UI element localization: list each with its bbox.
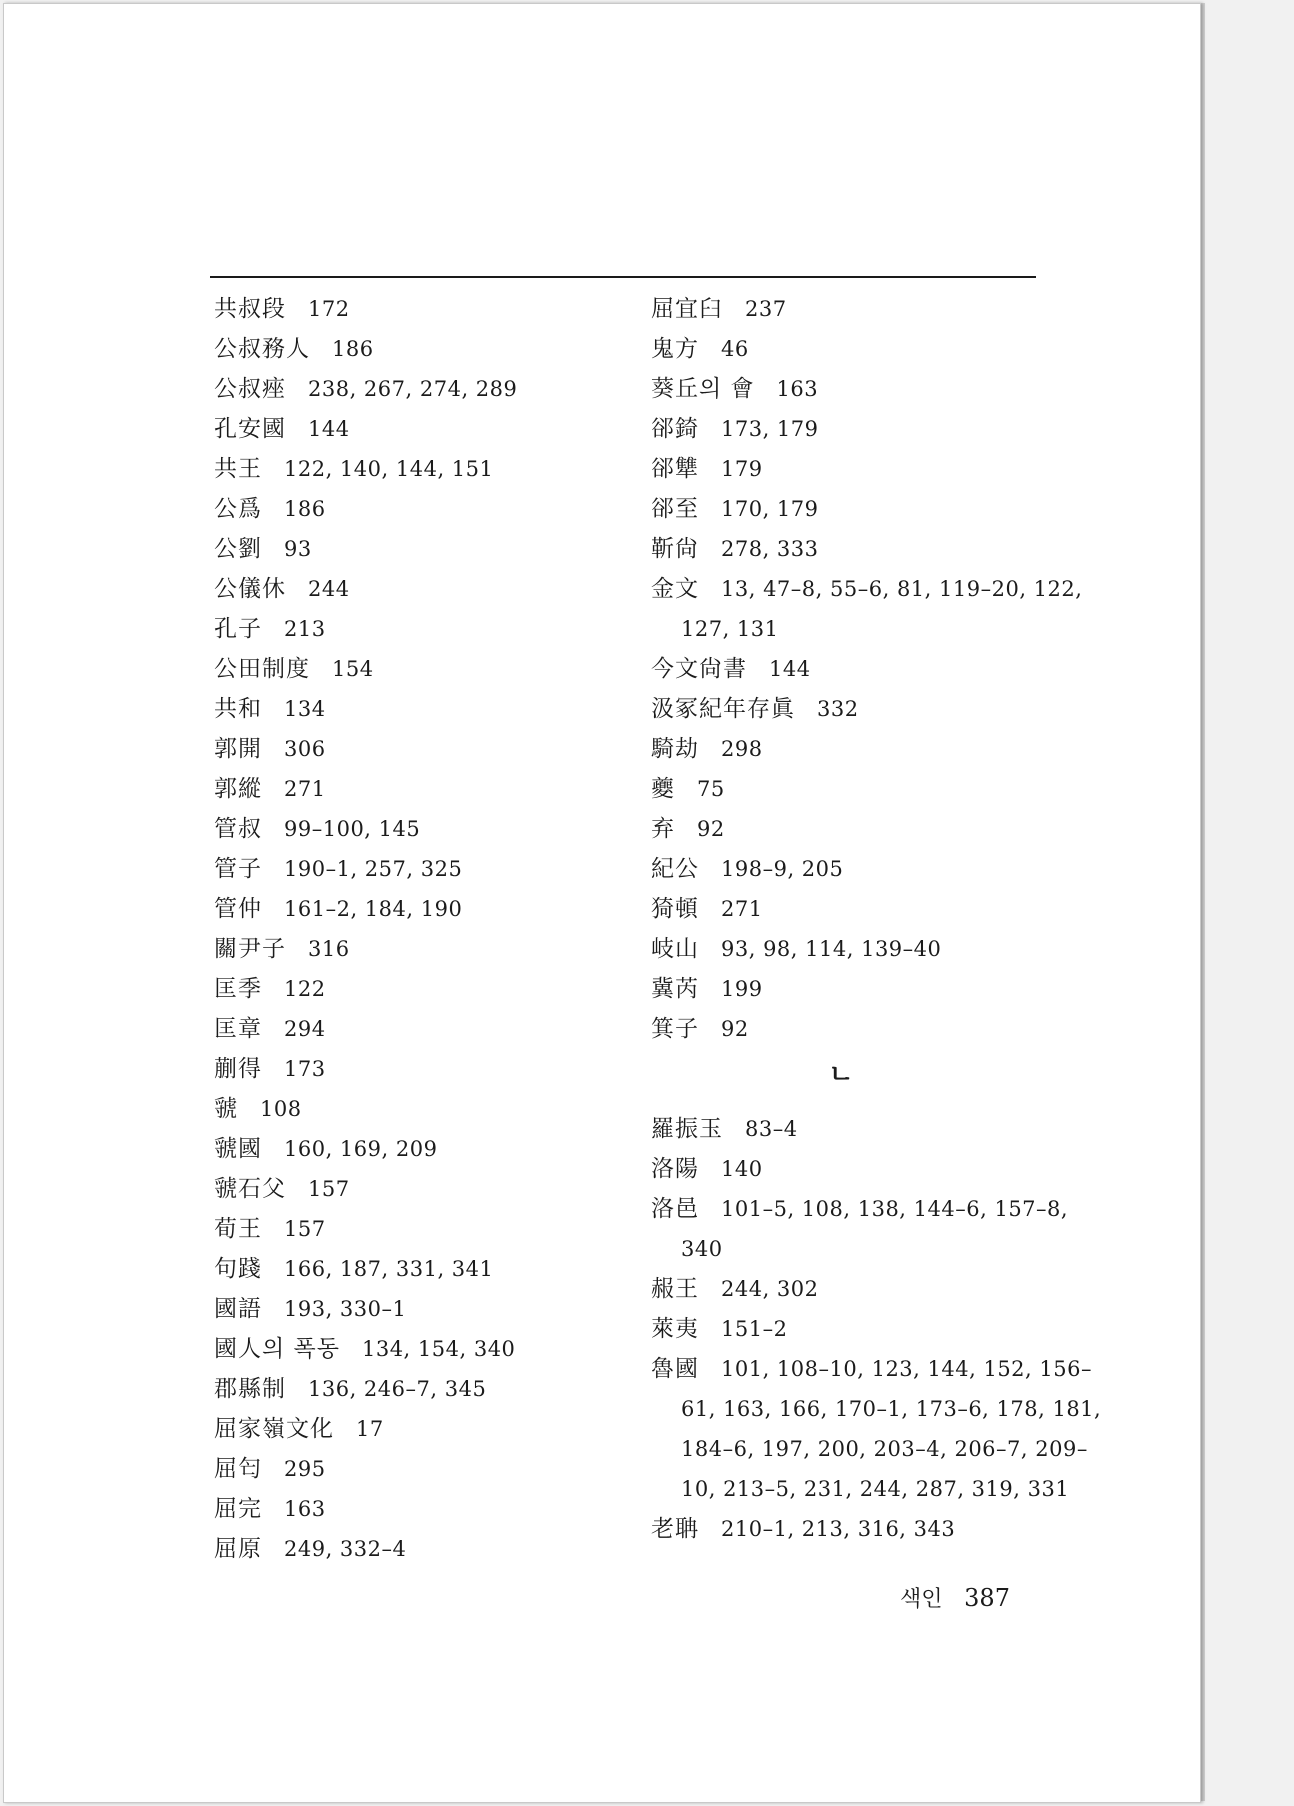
index-entry [651, 1116, 1071, 1142]
index-term: 屈宜臼 [651, 296, 723, 322]
index-pages: 198–9, 205 [721, 857, 844, 881]
index-entry [651, 1016, 1071, 1042]
index-entry [214, 536, 634, 562]
index-term: 蒯得 [214, 1056, 262, 1082]
index-term: 猗頓 [651, 896, 699, 922]
index-pages: 271 [284, 777, 326, 801]
index-pages: 213 [284, 617, 326, 641]
index-entry [214, 1416, 634, 1442]
index-pages: 306 [284, 737, 326, 761]
index-pages-continued: 184–6, 197, 200, 203–4, 206–7, 209– [681, 1437, 1088, 1461]
index-entry [651, 816, 1071, 842]
index-term: 虢石父 [214, 1176, 286, 1202]
index-pages: 193, 330–1 [284, 1297, 407, 1321]
index-pages: 244 [308, 577, 350, 601]
index-entry [214, 816, 634, 842]
page-number: 387 [964, 1584, 1010, 1612]
index-group-g [651, 296, 1083, 1042]
index-pages: 271 [721, 897, 763, 921]
index-pages: 134, 154, 340 [361, 1337, 516, 1361]
index-term: 公儀休 [214, 576, 286, 602]
index-pages: 163 [776, 377, 819, 401]
index-entry [214, 1376, 634, 1402]
index-entry [214, 1256, 634, 1282]
index-entry [214, 616, 634, 642]
index-term: 洛邑 [651, 1196, 699, 1222]
page-edge-shadow [1201, 3, 1205, 1801]
index-entry [651, 856, 1071, 882]
index-term: 虢國 [214, 1136, 262, 1162]
index-entry [214, 1016, 634, 1042]
index-pages: 278, 333 [721, 537, 819, 561]
index-term: 葵丘의 會 [651, 376, 755, 402]
index-term: 公叔痤 [214, 376, 286, 402]
index-group-n [651, 1116, 1102, 1542]
index-term: 公叔務人 [214, 336, 310, 362]
index-term: 郤至 [651, 496, 699, 522]
index-term: 屈原 [214, 1536, 262, 1562]
index-pages: 298 [721, 737, 763, 761]
index-pages: 75 [697, 777, 725, 801]
index-term: 屈完 [214, 1496, 262, 1522]
index-term: 老聃 [651, 1516, 699, 1542]
index-entry [651, 1196, 1071, 1262]
section-heading: ㄴ [828, 1060, 854, 1090]
index-pages: 151–2 [721, 1317, 788, 1341]
index-column-right [651, 296, 1102, 1556]
index-term: 萊夷 [651, 1316, 699, 1342]
index-term: 虢 [214, 1096, 238, 1122]
index-entry [214, 856, 634, 882]
index-term: 管子 [214, 856, 262, 882]
index-entry [214, 1296, 634, 1322]
index-entry [214, 976, 634, 1002]
index-term: 屈匄 [214, 1456, 262, 1482]
index-entry [651, 456, 1071, 482]
index-pages: 144 [308, 417, 350, 441]
index-pages: 179 [721, 457, 763, 481]
index-pages: 316 [308, 937, 350, 961]
index-entry [214, 656, 634, 682]
index-entry [214, 1536, 634, 1562]
index-pages: 166, 187, 331, 341 [284, 1257, 494, 1281]
index-entry [214, 1096, 634, 1122]
header-rule [210, 276, 1036, 278]
index-term: 匡章 [214, 1016, 262, 1042]
index-pages: 190–1, 257, 325 [284, 857, 463, 881]
index-pages: 186 [332, 337, 374, 361]
index-term: 郤錡 [651, 416, 699, 442]
index-term: 公劉 [214, 536, 262, 562]
index-pages: 163 [284, 1497, 326, 1521]
index-pages-continued: 127, 131 [681, 617, 779, 641]
index-term: 孔安國 [214, 416, 286, 442]
index-entry [651, 496, 1071, 522]
index-entry [214, 376, 634, 402]
index-pages: 108 [260, 1097, 302, 1121]
index-entry [214, 936, 634, 962]
index-term: 共叔段 [214, 296, 286, 322]
index-term: 匡季 [214, 976, 262, 1002]
index-term: 郤犨 [651, 456, 699, 482]
index-term: 公爲 [214, 496, 262, 522]
index-term: 冀芮 [651, 976, 699, 1002]
index-term: 魯國 [651, 1356, 699, 1382]
index-pages: 122 [284, 977, 326, 1001]
index-entry [214, 776, 634, 802]
index-term: 共王 [214, 456, 262, 482]
index-term: 國人의 폭동 [214, 1336, 340, 1362]
index-pages: 122, 140, 144, 151 [284, 457, 494, 481]
index-term: 郭開 [214, 736, 262, 762]
index-entry [214, 1456, 634, 1482]
index-entry [651, 336, 1071, 362]
index-entry [651, 376, 1071, 402]
index-term: 靳尙 [651, 536, 699, 562]
index-entry [651, 576, 1083, 642]
index-term: 羅振玉 [651, 1116, 723, 1142]
index-entry [651, 296, 1071, 322]
index-pages: 101, 108–10, 123, 144, 152, 156– [721, 1357, 1092, 1381]
index-entry [651, 776, 1071, 802]
index-term: 荀王 [214, 1216, 262, 1242]
index-pages: 332 [817, 697, 859, 721]
index-entry [214, 896, 634, 922]
index-term: 夔 [651, 776, 675, 802]
index-pages: 161–2, 184, 190 [284, 897, 463, 921]
footer-label: 색인 [900, 1587, 943, 1612]
index-pages: 99–100, 145 [284, 817, 421, 841]
index-term: 騎劫 [651, 736, 699, 762]
index-term: 赧王 [651, 1276, 699, 1302]
index-pages: 154 [332, 657, 374, 681]
index-entry [651, 1356, 1102, 1502]
index-pages: 249, 332–4 [284, 1537, 407, 1561]
index-entry [214, 336, 634, 362]
index-entry [214, 496, 634, 522]
index-pages: 160, 169, 209 [284, 1137, 438, 1161]
index-entry [214, 1136, 634, 1162]
index-term: 郭縱 [214, 776, 262, 802]
index-pages: 199 [721, 977, 763, 1001]
index-pages: 157 [284, 1217, 326, 1241]
index-pages: 144 [769, 657, 811, 681]
index-pages: 101–5, 108, 138, 144–6, 157–8, [721, 1197, 1069, 1221]
index-pages: 173, 179 [721, 417, 819, 441]
index-pages: 294 [284, 1017, 326, 1041]
index-entry [651, 1156, 1071, 1182]
index-entry [214, 736, 634, 762]
index-entry [651, 936, 1071, 962]
index-term: 公田制度 [214, 656, 310, 682]
index-pages: 93, 98, 114, 139–40 [721, 937, 942, 961]
index-term: 岐山 [651, 936, 699, 962]
index-term: 金文 [651, 576, 699, 602]
index-term: 國語 [214, 1296, 262, 1322]
index-pages: 157 [308, 1177, 350, 1201]
index-entry [214, 416, 634, 442]
index-term: 屈家嶺文化 [214, 1416, 334, 1442]
index-term: 郡縣制 [214, 1376, 286, 1402]
index-pages: 83–4 [745, 1117, 798, 1141]
index-pages: 173 [284, 1057, 326, 1081]
index-entry [651, 1276, 1071, 1302]
index-pages: 210–1, 213, 316, 343 [721, 1517, 956, 1541]
index-pages: 134 [284, 697, 326, 721]
index-term: 弃 [651, 816, 675, 842]
index-entry [214, 296, 634, 322]
index-pages: 13, 47–8, 55–6, 81, 119–20, 122, [721, 577, 1083, 601]
index-pages: 136, 246–7, 345 [308, 1377, 487, 1401]
index-term: 箕子 [651, 1016, 699, 1042]
index-entry [651, 976, 1071, 1002]
index-entry [214, 456, 634, 482]
index-term: 紀公 [651, 856, 699, 882]
index-pages: 172 [308, 297, 350, 321]
index-entry [214, 1176, 634, 1202]
index-term: 管仲 [214, 896, 262, 922]
index-entry [651, 1516, 1071, 1542]
page-footer [900, 1582, 1010, 1613]
index-pages-continued: 10, 213–5, 231, 244, 287, 319, 331 [681, 1477, 1070, 1501]
index-pages-continued: 340 [681, 1237, 723, 1261]
index-pages: 140 [721, 1157, 763, 1181]
index-pages: 46 [721, 337, 749, 361]
index-entry [651, 696, 1071, 722]
index-term: 洛陽 [651, 1156, 699, 1182]
index-entry [214, 1056, 634, 1082]
index-entry [214, 1496, 634, 1522]
index-pages: 170, 179 [721, 497, 819, 521]
index-entry [651, 1316, 1071, 1342]
index-pages-continued: 61, 163, 166, 170–1, 173–6, 178, 181, [681, 1397, 1102, 1421]
index-term: 汲冢紀年存眞 [651, 696, 795, 722]
index-term: 關尹子 [214, 936, 286, 962]
index-entry [651, 736, 1071, 762]
index-pages: 186 [284, 497, 326, 521]
index-entry [651, 536, 1071, 562]
index-pages: 237 [745, 297, 787, 321]
index-term: 共和 [214, 696, 262, 722]
index-entry [214, 1216, 634, 1242]
index-term: 孔子 [214, 616, 262, 642]
index-entry [651, 416, 1071, 442]
index-entry [651, 656, 1071, 682]
index-pages: 17 [356, 1417, 384, 1441]
index-column-left [214, 296, 634, 1576]
index-pages: 238, 267, 274, 289 [308, 377, 518, 401]
index-entry [214, 576, 634, 602]
index-pages: 244, 302 [721, 1277, 819, 1301]
index-entry [214, 696, 634, 722]
index-term: 今文尙書 [651, 656, 747, 682]
index-term: 句踐 [214, 1256, 262, 1282]
index-pages: 92 [697, 817, 725, 841]
index-pages: 93 [284, 537, 312, 561]
index-entry [651, 896, 1071, 922]
index-pages: 295 [284, 1457, 326, 1481]
index-pages: 92 [721, 1017, 749, 1041]
index-entry [214, 1336, 634, 1362]
index-term: 管叔 [214, 816, 262, 842]
index-term: 鬼方 [651, 336, 699, 362]
